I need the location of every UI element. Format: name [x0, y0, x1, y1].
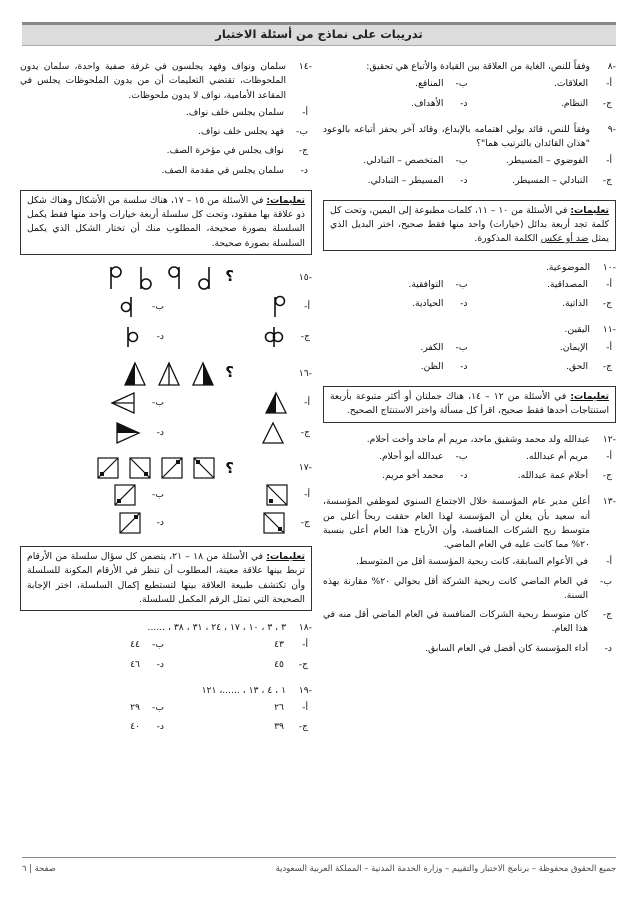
- question-19: [20, 684, 312, 698]
- question-11: [323, 323, 616, 337]
- option-text: ٤٦: [130, 658, 140, 670]
- option-text: في العام الماضي كانت ربحية الشركة أقل بحوالي ٢٠% مقارنة بهذه السنة.: [323, 575, 588, 601]
- option-text: الحق.: [566, 360, 588, 372]
- triangle-option-b-figure: [110, 391, 136, 415]
- left-column: [20, 60, 312, 747]
- square-diagonal-dot-figure: [161, 457, 183, 479]
- option-text: في الأعوام السابقة، كانت ربحية المؤسسة أقل من المتوسط.: [355, 556, 588, 568]
- option-letter: ج-: [602, 609, 612, 620]
- question-number: -١٢: [602, 433, 616, 445]
- question-number: -٨: [607, 61, 616, 72]
- options-14: [20, 106, 312, 178]
- question-8: [323, 60, 616, 74]
- triangle-right-half-figure: [191, 361, 215, 387]
- option-letter: أ-: [606, 341, 612, 353]
- option-a[interactable]: [164, 701, 308, 715]
- option-text: نواف يجلس في مؤخرة الصف.: [166, 145, 284, 157]
- option-d[interactable]: [323, 642, 612, 656]
- instructions-box: [323, 386, 616, 423]
- option-letter: أ-: [304, 488, 310, 500]
- option-b[interactable]: [20, 701, 164, 715]
- instructions-box: [20, 546, 312, 611]
- option-letter: أ-: [302, 639, 308, 651]
- option-letter: ج-: [300, 330, 310, 342]
- option-text: الكفر.: [420, 341, 444, 353]
- option-text: الظن.: [420, 360, 444, 372]
- option-text: ٤٠: [130, 721, 140, 733]
- option-d[interactable]: [20, 720, 164, 734]
- option-a[interactable]: [468, 278, 613, 292]
- figure-sequence: [97, 457, 234, 480]
- option-d[interactable]: [20, 325, 166, 349]
- question-14: [20, 60, 312, 103]
- question-number: -١٨: [298, 622, 312, 633]
- option-b[interactable]: [323, 341, 468, 355]
- square-diagonal-dot-figure: [97, 457, 119, 479]
- option-letter: د-: [156, 516, 164, 528]
- question-18: [20, 621, 312, 635]
- question-16: [20, 361, 312, 387]
- option-text: المسيطر – التبادلي.: [367, 174, 444, 186]
- option-letter: ب-: [455, 278, 468, 290]
- options-8: [323, 77, 616, 111]
- square-option-d-figure: [119, 512, 141, 534]
- option-b[interactable]: [323, 575, 612, 604]
- option-text: سلمان يجلس في مقدمة الصف.: [161, 164, 284, 176]
- option-b[interactable]: [323, 154, 468, 168]
- option-letter: د-: [460, 97, 468, 109]
- option-text: كان متوسط ربحية الشركات المنافسة في العام الماضي أقل منه في هذا العام.: [323, 609, 588, 635]
- option-a[interactable]: [166, 391, 312, 415]
- option-b[interactable]: [20, 391, 166, 415]
- option-text: فهد يجلس خلف نواف.: [198, 126, 284, 137]
- question-10: [323, 261, 616, 275]
- square-option-c-figure: [263, 512, 285, 534]
- page-title-banner: [22, 22, 616, 46]
- option-d[interactable]: [20, 164, 308, 178]
- option-letter: أ-: [606, 78, 612, 90]
- option-d[interactable]: [20, 658, 164, 672]
- option-letter: أ-: [606, 556, 612, 568]
- triangle-center-line-figure: [157, 361, 181, 387]
- option-letter: ب-: [152, 702, 164, 713]
- option-text: المتخصص – التبادلي.: [363, 155, 444, 167]
- options-12: [323, 450, 616, 484]
- option-text: التوافقية.: [408, 278, 444, 290]
- option-a[interactable]: [468, 341, 613, 355]
- option-c[interactable]: [468, 97, 613, 111]
- option-letter: أ-: [304, 300, 310, 312]
- footer-rights: جميع الحقوق محفوظة – برنامج الاختبار والتقييم – وزارة الخدمة المدنية – المملكة العربية السعودية: [275, 862, 616, 873]
- option-b[interactable]: [323, 77, 468, 91]
- option-a[interactable]: [166, 484, 312, 506]
- question-number: -١٤: [298, 61, 312, 72]
- option-a[interactable]: [164, 638, 308, 652]
- instructions-label: تعليمات:: [570, 204, 609, 216]
- option-letter: أ-: [606, 278, 612, 290]
- option-letter: أ-: [304, 396, 310, 408]
- right-column: [323, 60, 616, 668]
- figure-sequence: [105, 265, 234, 291]
- square-diagonal-dot-figure: [193, 457, 215, 479]
- option-text: ٤٥: [274, 658, 284, 670]
- option-letter: ب-: [455, 450, 468, 462]
- option-b[interactable]: [323, 450, 468, 464]
- option-letter: أ-: [302, 106, 308, 118]
- options-11: [323, 341, 616, 375]
- instructions-box: [20, 190, 312, 255]
- option-text: ٣٩: [274, 721, 284, 733]
- question-text: عبدالله ولد محمد وشقيق ماجد، مريم أم ماجد وأخت أحلام.: [366, 433, 590, 445]
- question-number: -١٧: [298, 462, 312, 474]
- option-text: مريم أم عبدالله.: [525, 450, 588, 462]
- option-text: الذاتية.: [562, 298, 588, 309]
- lollipop-down-left-figure: [195, 265, 215, 291]
- option-b[interactable]: [20, 484, 166, 506]
- option-c[interactable]: [468, 469, 613, 483]
- lollipop-option-b-figure: [118, 295, 136, 319]
- option-a[interactable]: [468, 450, 613, 464]
- option-d[interactable]: [323, 297, 468, 311]
- option-letter: د-: [460, 298, 468, 309]
- square-diagonal-dot-figure: [129, 457, 151, 479]
- question-number: -١٦: [298, 367, 312, 379]
- option-text: ٢٩: [130, 702, 140, 713]
- option-d[interactable]: [20, 421, 166, 445]
- option-a[interactable]: [166, 295, 312, 319]
- option-letter: ب-: [152, 488, 164, 500]
- option-letter: ب-: [152, 396, 164, 408]
- question-text: أعلن مدير عام المؤسسة خلال الاجتماع السنوي لموظفي المؤسسة، أنه سعيد بأن يعلن أن المؤسسة لهذا العام حققت ربحاً أعلى من متوسط ربح الشركات المنافسة، وأن الأرباح هذا العام أعلى بنسبة ٢٠% مما كانت عليه في العام الماضي.: [323, 496, 590, 550]
- option-text: محمد أخو مريم.: [382, 470, 444, 481]
- option-letter: أ-: [302, 702, 308, 713]
- options-17: [20, 484, 312, 534]
- option-letter: ج-: [602, 360, 612, 372]
- option-letter: د-: [460, 360, 468, 372]
- options-9: [323, 154, 616, 188]
- number-sequence: ٣ ، ٣ ، ١٠ ، ١٧ ، ٢٤ ، ٣١ ، ٣٨ ، ......: [147, 622, 286, 633]
- option-letter: ب-: [296, 126, 308, 137]
- lollipop-option-d-figure: [123, 325, 141, 349]
- option-text: الحيادية.: [412, 298, 444, 309]
- question-text: الموضوعية.: [545, 261, 590, 273]
- option-text: ٤٣: [274, 639, 284, 651]
- option-letter: ب-: [600, 575, 612, 587]
- triangle-option-c-figure: [261, 421, 285, 445]
- lollipop-down-right-figure: [135, 265, 155, 291]
- option-letter: د-: [604, 642, 612, 654]
- option-letter: د-: [460, 174, 468, 186]
- option-letter: أ-: [606, 155, 612, 167]
- option-letter: ج-: [602, 97, 612, 109]
- option-text: الفوضوي – المسيطر.: [505, 155, 588, 167]
- option-letter: د-: [156, 426, 164, 438]
- option-d[interactable]: [323, 174, 468, 188]
- question-mark: ؟: [225, 362, 234, 381]
- option-text: التبادلي – المسيطر.: [512, 174, 588, 186]
- option-c[interactable]: [468, 174, 613, 188]
- option-a[interactable]: [468, 154, 613, 168]
- option-letter: ب-: [455, 78, 468, 90]
- option-text: العلاقات.: [553, 78, 588, 90]
- instructions-text: في الأسئلة من ١٨ – ٢١، يتضمن كل سؤال سلسلة من الأرقام تربط بينها علاقة معينة، المطلوب أن تنظر في الأرقام المكونة للسلسلة وأن تكتشف طبيعة العلاقة بينها لتستطيع إكمال السلسلة، اختر الإجابة الصحيحة التي تمثل الرقم المكمل للسلسلة.: [27, 551, 305, 605]
- question-text: اليقين.: [564, 324, 590, 336]
- option-c[interactable]: [468, 360, 613, 374]
- option-text: الإيمان.: [559, 341, 588, 353]
- option-letter: د-: [156, 658, 164, 670]
- option-b[interactable]: [323, 278, 468, 292]
- option-letter: ج-: [300, 426, 310, 438]
- option-text: عبدالله أبو أحلام.: [379, 450, 444, 462]
- square-option-a-figure: [266, 484, 288, 506]
- instructions-text: في الأسئلة من ١٠ – ١١، كلمات مطبوعة إلى اليمين، وتحت كل كلمة تجد أربعة بدائل (خيارات) واحد منها فقط صحيح، اختر البديل الذي يمثل: [330, 204, 609, 245]
- page-footer: [22, 857, 616, 875]
- option-b[interactable]: [20, 638, 164, 652]
- option-letter: ج-: [602, 470, 612, 481]
- lollipop-up-right-figure: [105, 265, 125, 291]
- question-15: [20, 265, 312, 291]
- option-text: أداء المؤسسة كان أفضل في العام السابق.: [425, 642, 588, 654]
- options-10: [323, 278, 616, 312]
- option-a[interactable]: [468, 77, 613, 91]
- option-text: ٢٦: [274, 702, 284, 713]
- question-text: وفقاً للنص، الغاية من العلاقة بين القيادة والأتباع هي تحقيق:: [366, 61, 590, 72]
- option-c[interactable]: [468, 297, 613, 311]
- option-d[interactable]: [20, 512, 166, 534]
- question-number: -١٥: [298, 271, 312, 283]
- instructions-label: تعليمات:: [266, 551, 305, 562]
- option-letter: ب-: [455, 155, 468, 167]
- lollipop-up-left-figure: [165, 265, 185, 291]
- option-c[interactable]: [166, 512, 312, 534]
- triangle-option-d-figure: [115, 421, 141, 445]
- question-12: [323, 433, 616, 447]
- option-letter: ج-: [602, 174, 612, 186]
- option-letter: ج-: [602, 298, 612, 309]
- option-letter: د-: [156, 721, 164, 733]
- option-c[interactable]: [164, 658, 308, 672]
- option-a[interactable]: [323, 555, 612, 569]
- instructions-emphasis: ضد أو عكس: [540, 233, 589, 245]
- question-number: -١١: [602, 324, 616, 336]
- option-text: ٤٤: [130, 639, 140, 651]
- question-number: -١٠: [602, 261, 616, 273]
- option-a[interactable]: [20, 106, 308, 120]
- option-d[interactable]: [323, 469, 468, 483]
- option-b[interactable]: [20, 295, 166, 319]
- option-letter: د-: [156, 330, 164, 342]
- instructions-text: في الأسئلة من ١٢ – ١٤، هناك جملتان أو أكثر متبوعة بأربعة استنتاجات أحدها فقط صحيح، اقرأ كل مسألة واختر الاستنتاج الصحيح.: [330, 391, 609, 417]
- option-letter: أ-: [606, 450, 612, 462]
- lollipop-option-a-figure: [270, 295, 288, 319]
- triangle-left-half-figure: [123, 361, 147, 387]
- option-text: المصداقية.: [546, 278, 588, 290]
- option-c[interactable]: [164, 720, 308, 734]
- options-13: [323, 555, 616, 656]
- option-d[interactable]: [323, 360, 468, 374]
- page-title: تدريبات على نماذج من أسئلة الاختبار: [215, 27, 423, 42]
- option-text: النظام.: [560, 97, 588, 109]
- question-17: [20, 457, 312, 480]
- question-number: -١٣: [602, 496, 616, 508]
- option-letter: ب-: [455, 341, 468, 353]
- options-15: [20, 295, 312, 349]
- instructions-text: في الأسئلة من ١٥ – ١٧، هناك سلسة من الأشكال وهناك شكل ذو علاقة بها مفقود، وتحت كل سلسلة أربعة خيارات واحد منها فقط يكمل السلسلة بصورة صحيحة، المطلوب منك أن تختار الشكل الذي يكمل السلسلة بصورة صحيحة.: [27, 194, 305, 249]
- option-letter: ب-: [152, 300, 164, 312]
- instructions-label: تعليمات:: [570, 391, 609, 402]
- page-number: صفحة | ٦: [22, 862, 56, 873]
- option-letter: د-: [460, 470, 468, 481]
- options-16: [20, 391, 312, 445]
- lollipop-option-c-figure: [263, 325, 285, 349]
- option-letter: ب-: [152, 639, 164, 651]
- question-number: -١٩: [298, 684, 312, 696]
- question-text: وفقاً للنص، قائد يولي اهتمامه بالإبداع، وقائد آخر يحفز أتباعه بالوعود "هذان القائدان بالترتيب هما"؟: [323, 123, 590, 149]
- option-c[interactable]: [20, 144, 308, 158]
- option-letter: ج-: [298, 721, 308, 733]
- figure-sequence: [123, 361, 234, 387]
- option-c[interactable]: [323, 608, 612, 637]
- instructions-tail: الكلمة المذكورة.: [474, 233, 538, 245]
- option-d[interactable]: [323, 97, 468, 111]
- option-b[interactable]: [20, 125, 308, 139]
- options-18: [20, 638, 312, 672]
- question-text: سلمان ونواف وفهد يجلسون في غرفة صفية واحدة، سلمان يدون الملحوظات، تقتضي التعليمات أن من يدون الملحوظات يجلس في المقاعد الأمامية، نواف لا يدون ملحوظات.: [20, 61, 286, 101]
- option-letter: ج-: [298, 658, 308, 670]
- option-c[interactable]: [166, 325, 312, 349]
- number-sequence: ١ ، ٤ ، ١٣ ، ......، ١٢١: [201, 684, 286, 696]
- question-9: [323, 123, 616, 152]
- option-letter: ج-: [298, 145, 308, 157]
- question-mark: ؟: [225, 266, 234, 285]
- option-text: أحلام عمة عبدالله.: [517, 470, 588, 481]
- triangle-option-a-figure: [264, 391, 288, 415]
- question-13: [323, 495, 616, 552]
- options-19: [20, 701, 312, 735]
- option-c[interactable]: [166, 421, 312, 445]
- instructions-label: تعليمات:: [266, 194, 306, 206]
- square-option-b-figure: [114, 484, 136, 506]
- question-number: -٩: [607, 123, 616, 135]
- option-text: سلمان يجلس خلف نواف.: [185, 106, 284, 118]
- option-text: الأهداف.: [411, 97, 444, 109]
- option-text: المنافع.: [415, 78, 444, 90]
- option-letter: ج-: [300, 516, 310, 528]
- question-mark: ؟: [225, 458, 234, 477]
- instructions-box: [323, 200, 616, 251]
- option-letter: د-: [300, 164, 308, 176]
